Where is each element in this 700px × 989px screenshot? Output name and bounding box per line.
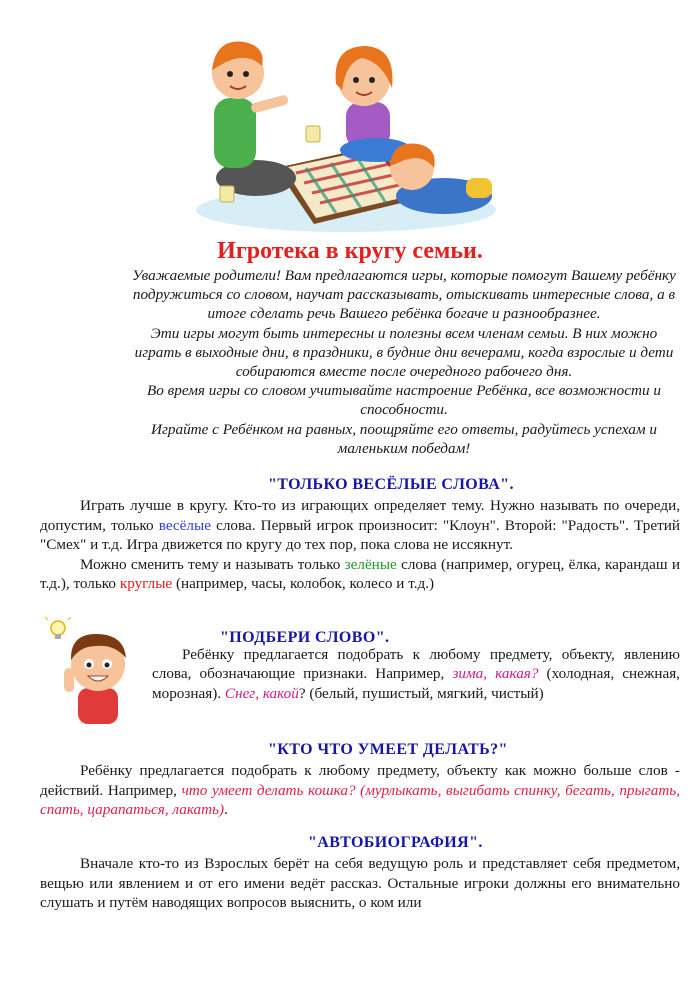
highlight-word: зима, какая? xyxy=(452,665,539,683)
intro-paragraph-1: Уважаемые родители! Вам предлагаются игры, которые помогут Вашему ребёнку подружиться со словом, научат рассказывать, отыскивать интересные слова, а в итоге сделать речь Вашего ребёнка богаче и разнообразнее. xyxy=(132,267,676,323)
section-paragraph: Можно сменить тему и называть только зелёные слова (например, огурец, ёлка, карандаш и т.д.), только круглые (например, часы, колобок, колесо и т.д.) xyxy=(40,555,680,593)
section-heading-autobiography: "АВТОБИОГРАФИЯ". xyxy=(308,834,483,851)
section-heading-pick-word: "ПОДБЕРИ СЛОВО". xyxy=(220,629,390,646)
section-paragraph: Ребёнку предлагается подобрать к любому предмету, объекту, явлению слова, обозначающие признаки. Например, зима, какая? (холодная, снежная, морозная). Снег, какой? (белый, пушистый, мягкий, чистый) xyxy=(152,646,680,702)
intro-paragraph-2: Эти игры могут быть интересны и полезны всем членам семьи. В них можно играть в выходные дни, в праздники, в будние дни вечерами, когда взрослые и дети собираются вместе после очередного рабочего дня. xyxy=(134,324,674,381)
section-pick-word-text xyxy=(152,645,680,703)
section-paragraph: Вначале кто-то из Взрослых берёт на себя ведущую роль и представляет себя предметом, вещью или явлением и от его имени ведёт рассказ. Остальные игроки должны его внимательно слушать и путём наводящих вопросов выяснить, о ком или xyxy=(40,855,680,912)
section-autobiography-text xyxy=(40,854,680,913)
highlight-word: круглые xyxy=(119,575,173,593)
lightbulb-icon xyxy=(45,617,71,639)
intro-text xyxy=(40,266,680,458)
page-title: Игротека в кругу семьи. xyxy=(217,238,483,264)
section-heading-happy-words: "ТОЛЬКО ВЕСЁЛЫЕ СЛОВА". xyxy=(268,476,514,493)
section-heading-who-can-do: "КТО ЧТО УМЕЕТ ДЕЛАТЬ?" xyxy=(268,741,508,758)
section-who-can-do-text xyxy=(40,761,680,820)
section-happy-words-text xyxy=(40,496,680,594)
highlight-phrase: что умеет делать кошка? (мурлыкать, выгибать спинку, бегать, прыгать, спать, царапаться, лакать) xyxy=(40,781,680,819)
intro-paragraph-3: Во время игры со словом учитывайте настроение Ребёнка, все возможности и способности. xyxy=(147,382,661,419)
section-paragraph: Играть лучше в кругу. Кто-то из играющих определяет тему. Нужно называть по очереди, допустим, только весёлые слова. Первый игрок произносит: "Клоун". Второй: "Радость". Третий "Смех" и т.д. Игра движется по кругу до тех пор, пока слова не иссякнут. xyxy=(40,497,680,554)
intro-paragraph-4: Играйте с Ребёнком на равных, поощряйте его ответы, радуйтесь успехам и маленьким победам! xyxy=(151,420,657,457)
highlight-word: Снег, какой xyxy=(224,684,299,702)
family-board-game-illustration xyxy=(186,28,508,238)
boy-idea-illustration xyxy=(44,616,144,724)
highlight-word: зелёные xyxy=(344,555,397,573)
section-paragraph: Ребёнку предлагается подобрать к любому предмету, объекту как можно больше слов - действий. Например, что умеет делать кошка? (мурлыкать, выгибать спинку, бегать, прыгать, спать, царапаться, лакать). xyxy=(40,762,680,819)
highlight-word: весёлые xyxy=(158,516,211,534)
